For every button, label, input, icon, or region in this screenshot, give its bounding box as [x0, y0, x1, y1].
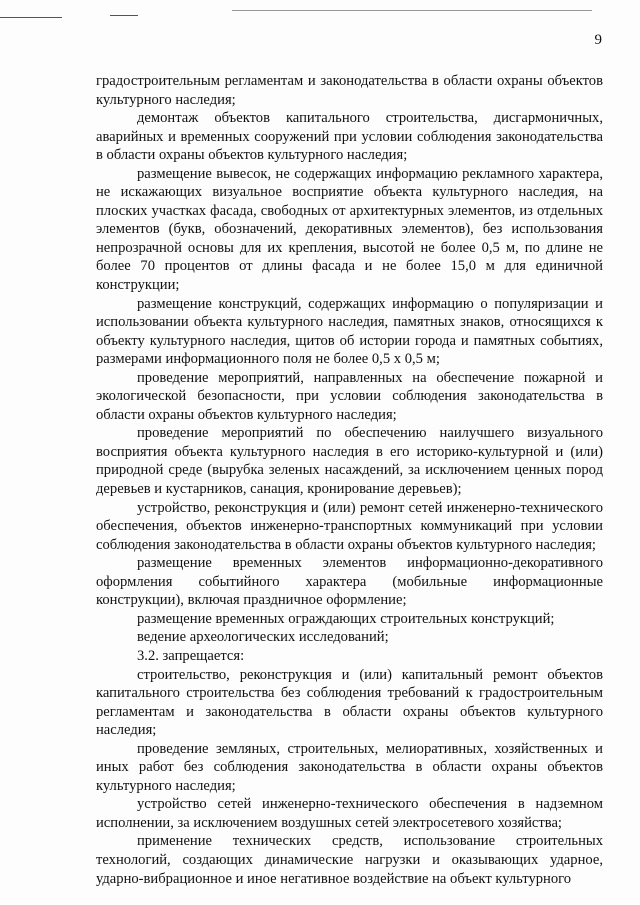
paragraph: размещение вывесок, не содержащих информацию рекламного характера, не искажающих визуальное восприятие объекта культурного наследия, на плоских участках фасада, свободных от архитектурных элементов, из отдельных элементов (букв, обозначений, декоративных элементов), без использования непрозрачной основы для их крепления, высотой не более 0,5 м, по длине не более 70 процентов от длины фасада и не более 15,0 м для единичной конструкции;: [96, 165, 603, 294]
paragraph: устройство сетей инженерно-технического обеспечения в надземном исполнении, за исключением воздушных сетей электросетевого хозяйства;: [96, 796, 603, 831]
paragraph: размещение временных ограждающих строительных конструкций;: [137, 610, 555, 627]
paragraph: ведение археологических исследований;: [137, 629, 389, 646]
paragraph: размещение временных элементов информационно-декоративного оформления событийного характера (мобильные информационные конструкции), включая праздничное оформление;: [96, 555, 603, 609]
page-number: 9: [594, 32, 602, 48]
paragraph: проведение мероприятий, направленных на обеспечение пожарной и экологической безопасности, при условии соблюдения законодательства в области охраны объектов культурного наследия;: [96, 369, 603, 423]
paragraph: градостроительным регламентам и законодательства в области охраны объектов культурного наследия;: [96, 73, 603, 108]
paragraph: применение технических средств, использование строительных технологий, создающих динамические нагрузки и оказывающих ударное, ударно-вибрационное и иное негативное воздействие на объект культурного: [96, 833, 603, 887]
section-heading: 3.2. запрещается:: [137, 647, 245, 664]
paragraph: проведение мероприятий по обеспечению наилучшего визуального восприятия объекта культурного наследия в его историко-культурной и (или) природной среде (вырубка зеленых насаждений, за исключением ценных пород деревьев и кустарников, санация, кронирование деревьев);: [96, 425, 603, 498]
paragraph: размещение конструкций, содержащих информацию о популяризации и использовании объекта культурного наследия, памятных знаков, относящихся к объекту культурного наследия, щитов об истории города и памятных событиях, размерами информационного поля не более 0,5 х 0,5 м;: [96, 295, 603, 368]
scan-artifact-line: [110, 15, 138, 16]
paragraph: проведение земляных, строительных, мелиоративных, хозяйственных и иных работ без соблюдения законодательства в области охраны объектов культурного наследия;: [96, 740, 603, 794]
paragraph: демонтаж объектов капитального строительства, дисгармоничных, аварийных и временных сооружений при условии соблюдения законодательства в области охраны объектов культурного наследия;: [96, 110, 603, 164]
paragraph: устройство, реконструкция и (или) ремонт сетей инженерно-технического обеспечения, объектов инженерно-транспортных коммуникаций при условии соблюдения законодательства в области охраны объектов культурного наследия;: [96, 499, 603, 553]
paragraph: строительство, реконструкция и (или) капитальный ремонт объектов капитального строительства без соблюдения требований к градостроительным регламентам и законодательства в области охраны объектов культурного наследия;: [96, 666, 603, 739]
scan-artifact-line: [0, 17, 62, 18]
scan-artifact-line: [232, 10, 592, 11]
document-body: [96, 72, 603, 888]
